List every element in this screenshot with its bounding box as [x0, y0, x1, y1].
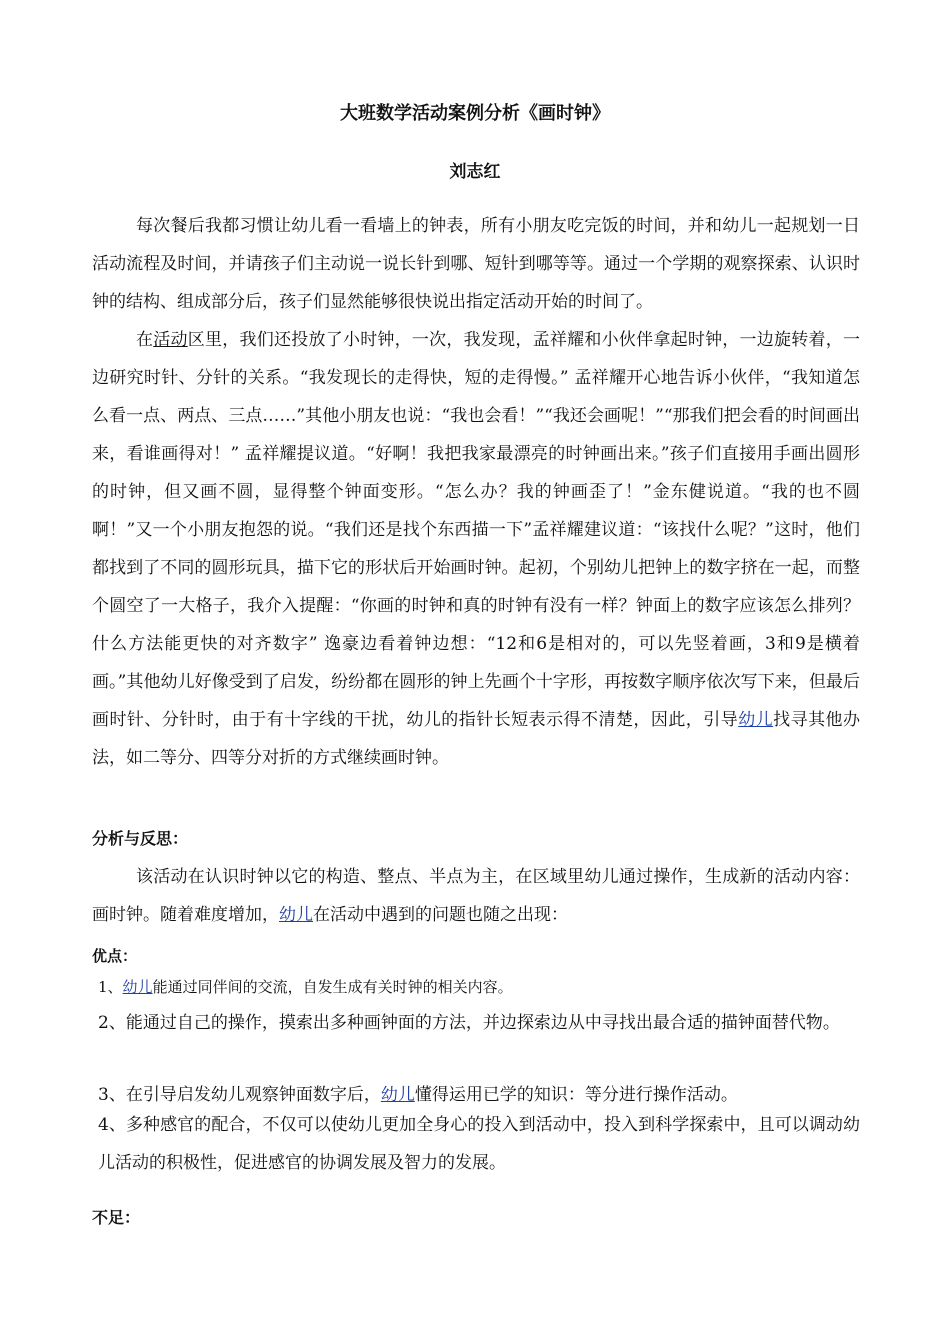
paragraph-intro: 每次餐后我都习惯让幼儿看一看墙上的钟表，所有小朋友吃完饭的时间，并和幼儿一起规划一日活动流程及时间，并请孩子们主动说一说长针到哪、短针到哪等等。通过一个学期的观察探索、认识时钟的结构、组成部分后，孩子们显然能够很快说出指定活动开始的时间了。	[92, 216, 860, 312]
flaws-heading: 不足：	[92, 1208, 141, 1227]
paragraph-story	[92, 321, 860, 777]
text-segment: 区里，我们还投放了小时钟，一次，我发现，孟祥耀和小伙伴拿起时钟，一边旋转着，一边研究时针、分针的关系。“我发现长的走得快，短的走得慢。” 孟祥耀开心地告诉小伙伴，“我知道怎么看一点、两点、三点……”其他小朋友也说：“我也会看！”“我还会画呢！”“那我们把会看的时间画出来，看谁画得对！” 孟祥耀提议道。“好啊！我把我家最漂亮的时钟画出来。”孩子们直接用手画出圆形的时钟，但又画不圆，显得整个钟面变形。“怎么办？我的钟画歪了！”金东健说道。“我的也不圆啊！”又一个小朋友抱怨的说。“我们还是找个东西描一下”孟祥耀建议道：“该找什么呢？”这时，他们都找到了不同的圆形玩具，描下它的形状后开始画时钟。起初，个别幼儿把钟上的数字挤在一起，而整个圆空了一大格子，我介入提醒：“你画的时钟和真的时钟有没有一样？钟面上的数字应该怎么排列？什么方法能更快的对齐数字” 逸豪边看着钟边想：“12和6是相对的，可以先竖着画，3和9是横着画。”其他幼儿好像受到了启发，纷纷都在圆形的钟上先画个十字形，再按数字顺序依次写下来，但最后画时针、分针时，由于有十字线的干扰，幼儿的指针长短表示得不清楚，因此，引导	[92, 330, 861, 730]
merit-number: 4、	[98, 1115, 126, 1135]
merit-item	[98, 1082, 858, 1108]
analysis-heading: 分析与反思：	[92, 829, 189, 848]
merits-heading: 优点：	[92, 947, 138, 965]
child-link[interactable]: 幼儿	[122, 978, 153, 996]
merit-text: 在引导启发幼儿观察钟面数字后，	[125, 1085, 381, 1105]
author-name: 刘志红	[449, 162, 501, 182]
text-segment: 该活动在认识时钟以它的构造、整点、半点为主，在区域里幼儿通过操作，生成新的活动内容：画时钟。随着难度增加，	[92, 867, 860, 925]
child-link[interactable]: 幼儿	[738, 710, 774, 730]
text-segment: 在活动中遇到的问题也随之出现：	[313, 905, 568, 925]
text-segment: 找寻其他办法，如二等分、四等分对折的方式继续画时钟。	[92, 710, 861, 768]
child-link[interactable]: 幼儿	[380, 1085, 415, 1105]
document-title: 大班数学活动案例分析《画时钟》	[340, 103, 610, 124]
merit-number: 1、	[98, 978, 123, 996]
merit-item	[98, 1004, 860, 1042]
merit-item	[98, 974, 858, 1000]
merit-number: 2、	[98, 1013, 126, 1033]
merit-text: 懂得运用已学的知识：等分进行操作活动。	[414, 1085, 738, 1105]
merit-text: 多种感官的配合，不仅可以使幼儿更加全身心的投入到活动中，投入到科学探索中，且可以调动幼儿活动的积极性，促进感官的协调发展及智力的发展。	[98, 1115, 860, 1173]
merit-text: 能通过同伴间的交流，自发生成有关时钟的相关内容。	[152, 978, 513, 996]
merit-text: 能通过自己的操作，摸索出多种画钟面的方法，并边探索边从中寻找出最合适的描钟面替代物。	[125, 1013, 840, 1033]
text-segment: 在	[136, 330, 154, 350]
activity-link[interactable]: 活动	[153, 330, 188, 350]
merit-number: 3、	[98, 1085, 126, 1105]
child-link[interactable]: 幼儿	[279, 905, 313, 925]
merit-item	[98, 1106, 860, 1182]
paragraph-analysis	[92, 858, 860, 934]
